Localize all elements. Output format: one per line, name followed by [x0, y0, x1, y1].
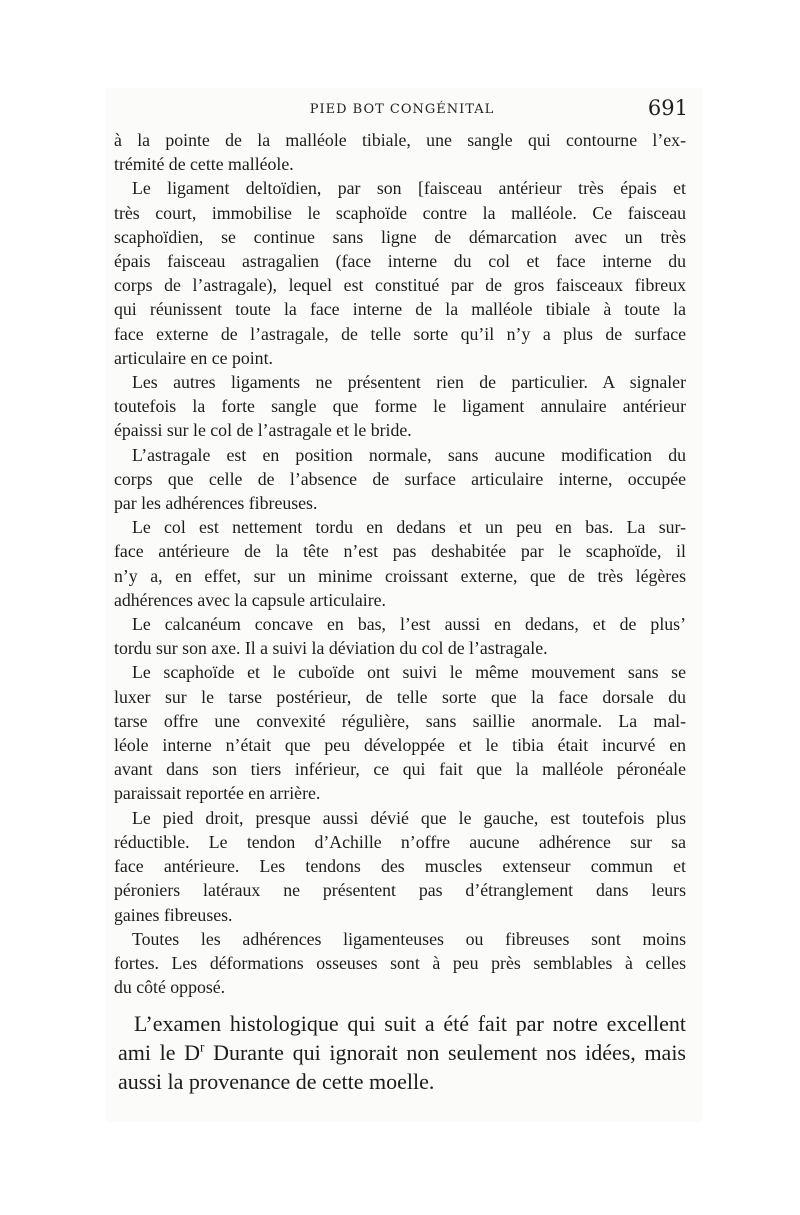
superscript: r [200, 1039, 205, 1055]
text-line: corps de l’astragale), lequel est constitué par de gros faisceaux fibreux [114, 275, 686, 296]
page-header [114, 96, 690, 124]
text-line: corps que celle de l’absence de surface articulaire interne, occupée [114, 468, 686, 489]
text-line: très court, immobilise le scaphoïde contre la malléole. Ce faisceau [114, 202, 686, 223]
text-line: Le col est nettement tordu en dedans et un peu en bas. La sur- [132, 517, 686, 538]
closing-paragraph [114, 1009, 686, 1096]
text-line: léole interne n’était que peu développée et le tibia était incurvé en [114, 735, 686, 756]
body-text [114, 128, 686, 1096]
text-line: Le scaphoïde et le cuboïde ont suivi le même mouvement sans se [132, 662, 686, 683]
text-line: épais faisceau astragalien (face interne du col et face interne du [114, 251, 686, 272]
paragraph [114, 515, 686, 612]
text-line: épaissi sur le col de l’astragale et le bride. [114, 420, 412, 441]
paragraph-list [114, 128, 686, 999]
text-line: péroniers latéraux ne présentent pas d’étranglement dans leurs [114, 880, 686, 901]
closing-line: aussi la provenance de cette moelle. [118, 1069, 435, 1095]
text-line: Le calcanéum concave en bas, l’est aussi en dedans, et de plus’ [132, 614, 686, 635]
paragraph [114, 370, 686, 443]
text-line: tarse offre une convexité régulière, sans saillie anormale. La mal- [114, 710, 686, 731]
text-line: Toutes les adhérences ligamenteuses ou fibreuses sont moins [132, 928, 686, 949]
closing-text: ami le D [118, 1040, 201, 1066]
running-title: PIED BOT CONGÉNITAL [309, 102, 495, 117]
paragraph [114, 806, 686, 927]
text-line: face antérieure. Les tendons des muscles extenseur commun et [114, 856, 686, 877]
text-line: adhérences avec la capsule articulaire. [114, 589, 386, 610]
text-line: articulaire en ce point. [114, 347, 273, 368]
text-line: n’y a, en effet, sur un minime croissant externe, que de très légères [114, 565, 686, 586]
paragraph [114, 927, 686, 1000]
text-line: Les autres ligaments ne présentent rien de particulier. A signaler [132, 372, 686, 393]
text-line: qui réunissent toute la face interne de la malléole tibiale à toute la [114, 299, 686, 320]
text-line: gaines fibreuses. [114, 904, 233, 925]
text-line: à la pointe de la malléole tibiale, une sangle qui contourne l’ex- [114, 130, 686, 150]
text-line: Le pied droit, presque aussi dévié que le gauche, est toutefois plus [132, 807, 686, 828]
paragraph [114, 612, 686, 660]
text-line: Le ligament deltoïdien, par son [faisceau antérieur très épais et [132, 178, 686, 199]
paragraph [114, 443, 686, 516]
page-number: 691 [647, 96, 688, 120]
text-line: luxer sur le tarse postérieur, de telle sorte que la face dorsale du [114, 686, 686, 707]
text-line: trémité de cette malléole. [114, 154, 294, 175]
paragraph [114, 176, 686, 370]
text-line: par les adhérences fibreuses. [114, 493, 318, 514]
paragraph [114, 128, 686, 176]
text-line: tordu sur son axe. Il a suivi la déviation du col de l’astragale. [114, 638, 548, 659]
text-line: L’astragale est en position normale, sans aucune modification du [132, 444, 686, 465]
text-line: du côté opposé. [114, 977, 226, 998]
text-line: face antérieure de la tête n’est pas deshabitée par le scaphoïde, il [114, 541, 686, 562]
closing-text: Durante qui ignorait non seulement nos idées, mais [204, 1040, 686, 1066]
text-line: avant dans son tiers inférieur, ce qui fait que la malléole péronéale [114, 759, 686, 780]
text-line: face externe de l’astragale, de telle sorte qu’il n’y a plus de surface [114, 323, 686, 344]
text-line: scaphoïdien, se continue sans ligne de démarcation avec un très [114, 226, 686, 247]
text-line: paraissait reportée en arrière. [114, 783, 321, 804]
text-line: toutefois la forte sangle que forme le ligament annulaire antérieur [114, 396, 686, 417]
text-line: réductible. Le tendon d’Achille n’offre aucune adhérence sur sa [114, 831, 686, 852]
closing-line [114, 1038, 686, 1067]
paragraph [114, 660, 686, 805]
closing-line: L’examen histologique qui suit a été fait par notre excellent [134, 1011, 686, 1037]
text-line: fortes. Les déformations osseuses sont à peu près semblables à celles [114, 952, 686, 973]
